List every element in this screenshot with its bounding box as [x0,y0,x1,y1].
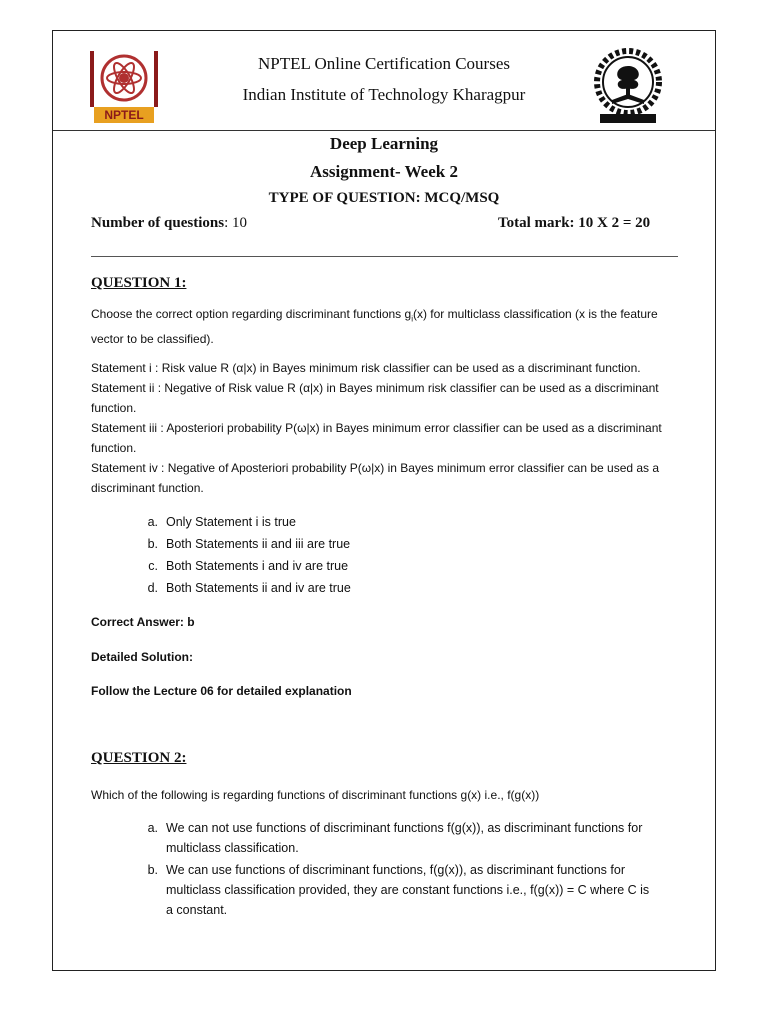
question-1-options [91,511,686,599]
option-a [91,818,686,858]
option-text: Both Statements ii and iii are true [166,537,351,551]
statement-iv: Statement iv : Negative of Aposteriori probability P(ω|x) in Bayes minimum error classifier can be used as a discriminant function. [91,461,660,495]
option-text: Both Statements i and iv are true [166,559,349,573]
question-1-solution-label: Detailed Solution: [91,650,193,664]
question-1-solution-text: Follow the Lecture 06 for detailed explanation [91,684,352,698]
question-1-prompt-part-b: (x) for multiclass classification (x is the feature vector to be classified). [91,307,658,347]
option-letter: c. [148,559,158,573]
question-1-prompt-subscript: i [411,314,413,324]
option-letter: a. [147,821,158,835]
course-title: Deep Learning [329,134,439,153]
number-of-questions [91,215,247,232]
option-letter: b. [147,863,158,877]
option-text: Both Statements ii and iv are true [166,581,351,595]
question-1-statements [91,358,686,498]
option-letter: b. [147,537,158,551]
option-a [91,511,686,533]
document-page [52,30,716,971]
question-type: TYPE OF QUESTION: MCQ/MSQ [268,190,500,206]
institute-line-2: Indian Institute of Technology Kharagpur [242,85,526,104]
question-1-prompt [91,304,686,349]
question-1-correct-answer: Correct Answer: b [91,615,195,629]
iit-kharagpur-logo [592,44,664,124]
option-text: We can not use functions of discriminant functions f(g(x)), as discriminant functions for multiclass classification. [166,821,643,855]
institute-line-1: NPTEL Online Certification Courses [258,54,510,73]
statement-i: Statement i : Risk value R (α|x) in Bayes minimum risk classifier can be used as a discriminant function. [91,361,641,375]
header-divider [53,130,715,131]
option-letter: a. [147,515,158,529]
option-text: Only Statement i is true [166,515,296,529]
question-2-heading: QUESTION 2: [91,750,187,766]
statement-iii: Statement iii : Aposteriori probability P(ω|x) in Bayes minimum error classifier can be used as a discriminant function. [91,421,662,455]
section-divider [91,256,678,257]
option-letter: d. [147,581,158,595]
option-d [91,577,686,599]
option-b [91,860,686,920]
option-b [91,533,686,555]
question-1-prompt-part-a: Choose the correct option regarding discriminant functions g [91,307,412,321]
question-1-heading: QUESTION 1: [91,275,187,291]
total-mark: Total mark: 10 X 2 = 20 [498,215,651,231]
num-questions-value: : 10 [224,215,247,231]
nptel-logo-text: NPTEL [104,108,144,122]
assignment-title: Assignment- Week 2 [310,162,458,181]
statement-ii: Statement ii : Negative of Risk value R (α|x) in Bayes minimum risk classifier can be used as a discriminant function. [91,381,659,415]
question-2-prompt: Which of the following is regarding functions of discriminant functions g(x) i.e., f(g(x)) [91,788,540,802]
num-questions-label: Number of questions [91,215,225,231]
question-2-options [91,818,686,920]
option-text: We can use functions of discriminant functions, f(g(x)), as discriminant functions for multiclass classification provided, they are constant functions i.e., f(g(x)) = C where C is a constant. [166,863,650,917]
option-c [91,555,686,577]
